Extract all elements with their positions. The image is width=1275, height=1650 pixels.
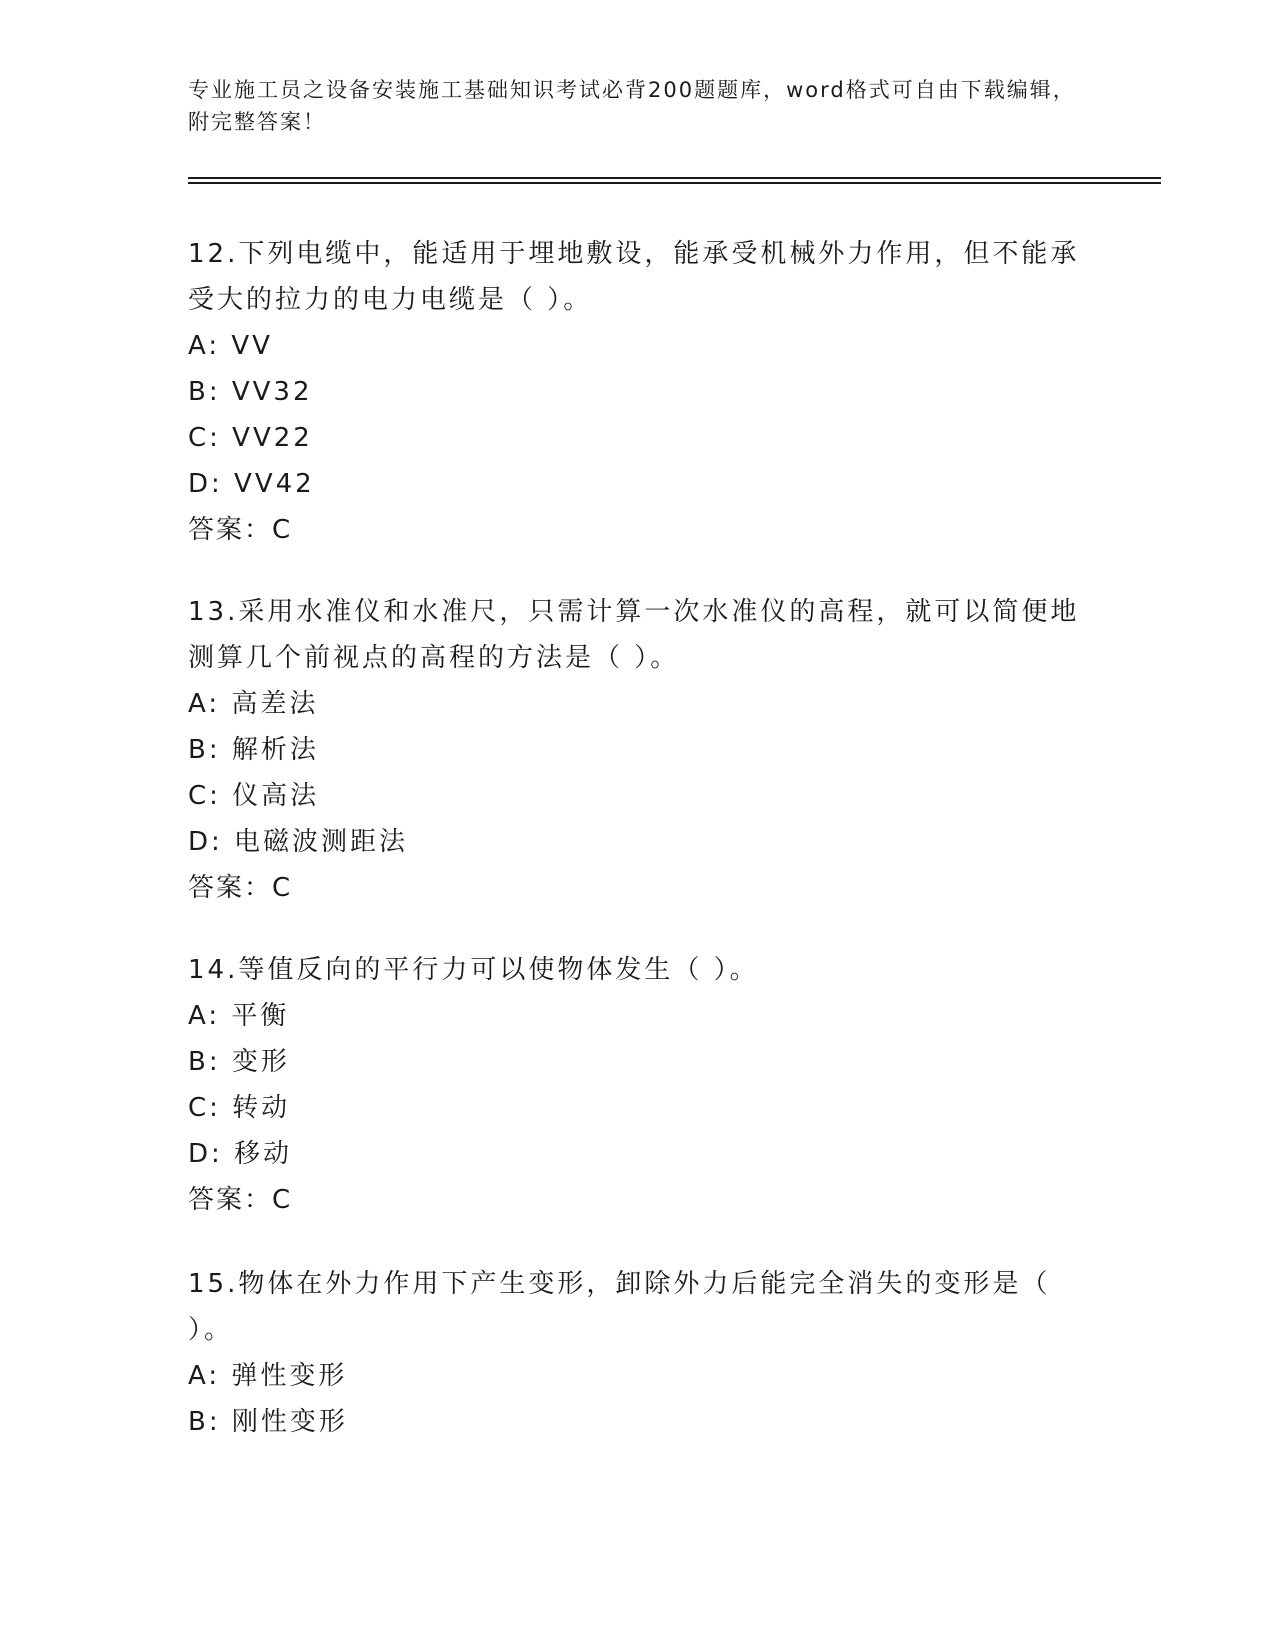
question-15 — [188, 1261, 1088, 1445]
option-a: A: 高差法 — [188, 689, 319, 719]
option-a: A: 弹性变形 — [188, 1361, 348, 1391]
document-header: 专业施工员之设备安装施工基础知识考试必背200题题库，word格式可自由下载编辑，附完整答案！ — [188, 78, 1076, 134]
question-12 — [188, 231, 1088, 553]
question-text: 14.等值反向的平行力可以使物体发生（ ）。 — [188, 955, 759, 985]
question-13 — [188, 589, 1088, 911]
question-text: 13.采用水准仪和水准尺，只需计算一次水准仪的高程，就可以简便地测算几个前视点的高程的方法是（ ）。 — [188, 597, 1080, 673]
option-d: D: 移动 — [188, 1139, 293, 1169]
option-a: A: VV — [188, 331, 273, 361]
option-c: C: 转动 — [188, 1093, 291, 1123]
option-b: B: 变形 — [188, 1047, 290, 1077]
answer: 答案：C — [188, 873, 293, 903]
option-b: B: 刚性变形 — [188, 1407, 348, 1437]
option-a: A: 平衡 — [188, 1001, 290, 1031]
answer: 答案：C — [188, 1185, 293, 1215]
option-d: D: 电磁波测距法 — [188, 827, 409, 857]
header-rule-bottom — [188, 182, 1161, 184]
answer: 答案：C — [188, 515, 293, 545]
question-14 — [188, 947, 1088, 1223]
option-d: D: VV42 — [188, 469, 315, 499]
option-b: B: VV32 — [188, 377, 313, 407]
question-text: 15.物体在外力作用下产生变形，卸除外力后能完全消失的变形是（ ）。 — [188, 1269, 1051, 1345]
question-text: 12.下列电缆中，能适用于埋地敷设，能承受机械外力作用，但不能承受大的拉力的电力电缆是（ ）。 — [188, 239, 1080, 315]
header-rule-top — [188, 177, 1161, 179]
option-c: C: VV22 — [188, 423, 313, 453]
option-b: B: 解析法 — [188, 735, 319, 765]
option-c: C: 仪高法 — [188, 781, 320, 811]
